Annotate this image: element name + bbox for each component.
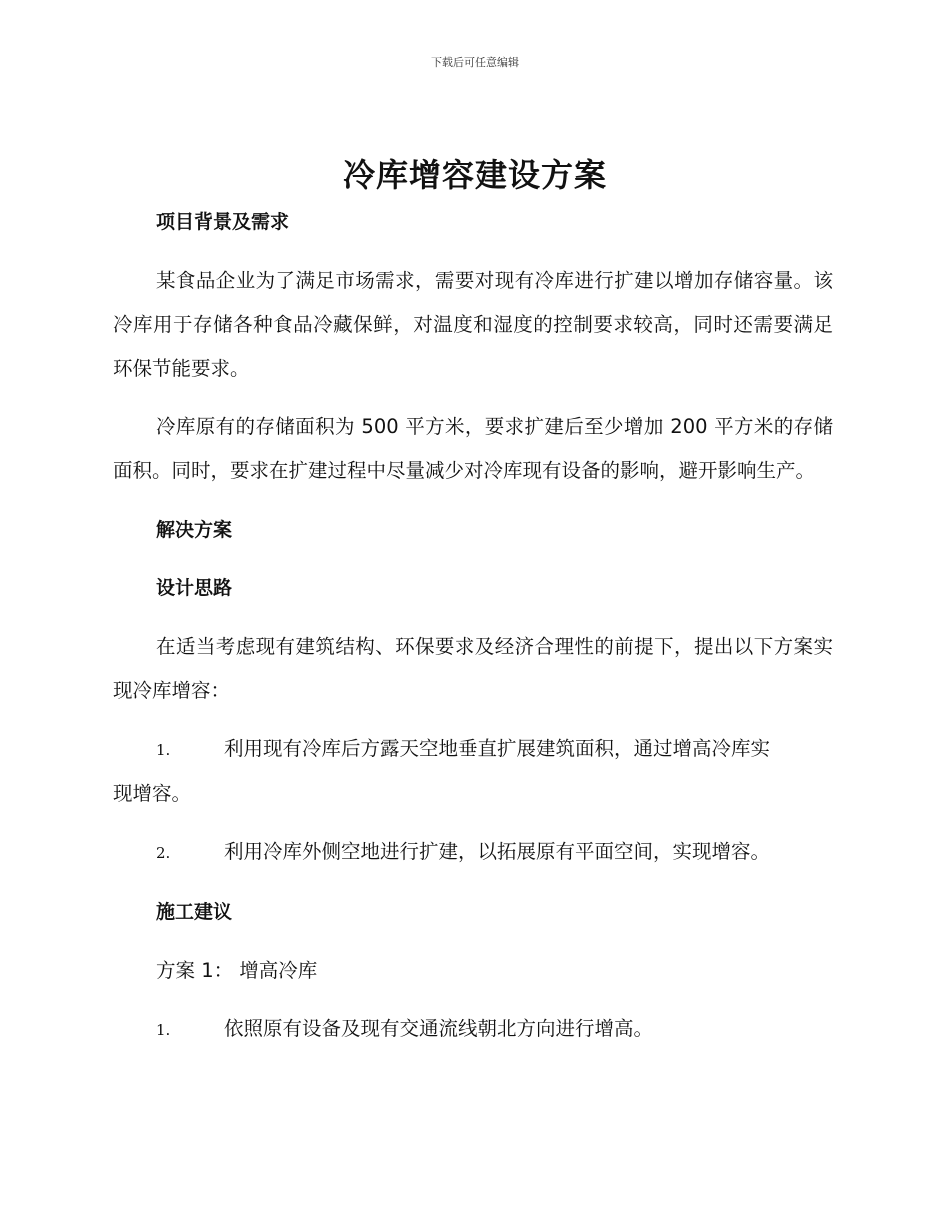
list-number: 1.: [156, 1021, 171, 1039]
design-paragraph: 在适当考虑现有建筑结构、环保要求及经济合理性的前提下，提出以下方案实现冷库增容：: [113, 635, 833, 702]
list-item-text-continued: 现增容。: [113, 782, 192, 805]
design-list-item-1: [113, 727, 833, 816]
subsection-heading-construction: 施工建议: [156, 901, 233, 923]
section-heading-solution: 解决方案: [156, 519, 233, 541]
section-heading-background: 项目背景及需求: [156, 211, 290, 233]
document-body: [113, 205, 833, 1052]
background-paragraph-2: 冷库原有的存储面积为 500 平方米，要求扩建后至少增加 200 平方米的存储面积。同时，要求在扩建过程中尽量减少对冷库现有设备的影响，避开影响生产。: [113, 415, 833, 482]
list-item-text: 依照原有设备及现有交通流线朝北方向进行增高。: [224, 1017, 654, 1040]
plan-1-label: 方案 1： 增高冷库: [156, 959, 318, 982]
plan-1-list-item-1: [113, 1007, 833, 1052]
list-item-text: 利用现有冷库后方露天空地垂直扩展建筑面积，通过增高冷库实: [224, 737, 771, 760]
list-number: 1.: [156, 741, 171, 759]
design-list-item-2: [113, 830, 833, 875]
list-item-text: 利用冷库外侧空地进行扩建，以拓展原有平面空间，实现增容。: [224, 840, 771, 863]
page-header-note: 下载后可任意编辑: [431, 56, 519, 69]
list-number: 2.: [156, 844, 171, 862]
subsection-heading-design: 设计思路: [156, 577, 233, 599]
background-paragraph-1: 某食品企业为了满足市场需求，需要对现有冷库进行扩建以增加存储容量。该冷库用于存储各种食品冷藏保鲜，对温度和湿度的控制要求较高，同时还需要满足环保节能要求。: [113, 269, 833, 380]
document-title: 冷库增容建设方案: [342, 156, 607, 194]
